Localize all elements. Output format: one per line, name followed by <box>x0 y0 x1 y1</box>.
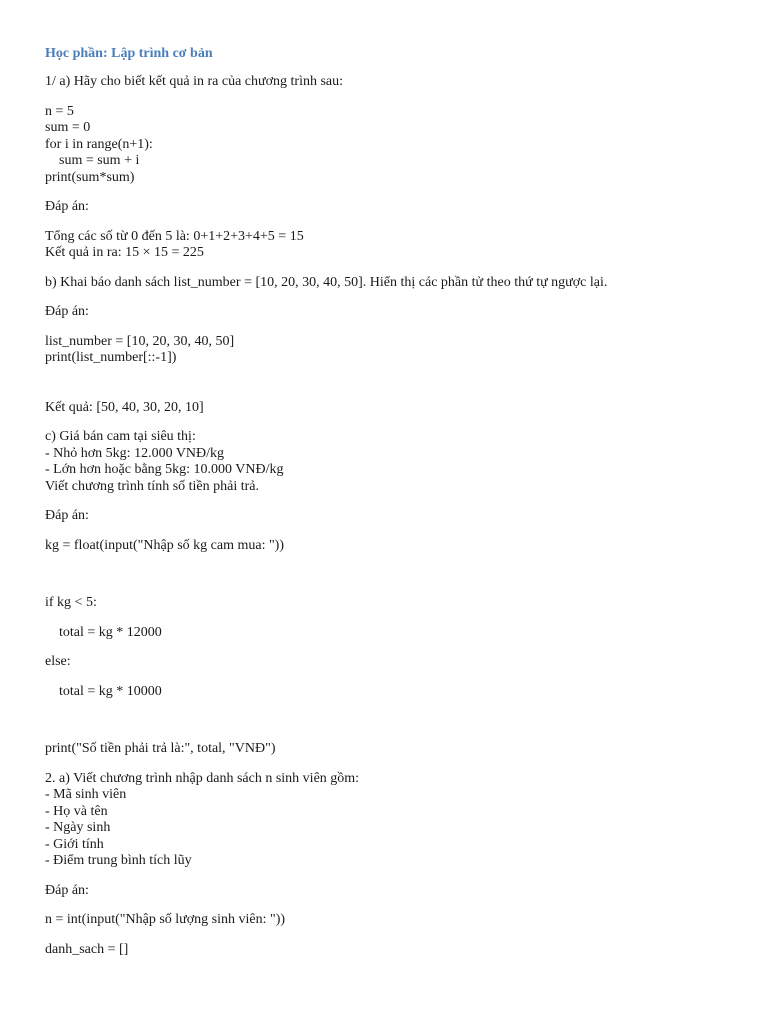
code-line: total = kg * 10000 <box>59 683 162 699</box>
code-line: kg = float(input("Nhập số kg cam mua: ")) <box>45 537 284 553</box>
code-line-list <box>45 942 735 959</box>
code-block-1a <box>45 104 735 187</box>
answer-label <box>45 883 735 900</box>
question-text: - Ngày sinh <box>45 820 111 835</box>
code-line-else <box>45 654 735 671</box>
code-line: else: <box>45 654 71 669</box>
code-line-n <box>45 912 735 929</box>
question-text: - Mã sinh viên <box>45 787 127 802</box>
code-line: sum = 0 <box>45 120 91 135</box>
code-line-total1 <box>45 625 735 642</box>
question-text: - Nhỏ hơn 5kg: 12.000 VNĐ/kg <box>45 445 225 461</box>
code-line: total = kg * 12000 <box>59 624 162 640</box>
question-2a-prompt <box>45 771 735 870</box>
code-line: if kg < 5: <box>45 595 97 610</box>
answer-label <box>45 508 735 525</box>
question-text: - Giới tính <box>45 836 104 852</box>
document-page <box>45 44 735 971</box>
question-text: b) Khai báo danh sách list_number = [10, 20, 30, 40, 50]. Hiển thị các phần tử theo thứ tự ngược lại. <box>45 274 608 290</box>
question-text: 2. a) Viết chương trình nhập danh sách n sinh viên gồm: <box>45 770 360 786</box>
code-line: n = int(input("Nhập số lượng sinh viên: ")) <box>45 912 286 927</box>
code-line-print <box>45 741 735 758</box>
question-text: c) Giá bán cam tại siêu thị: <box>45 429 196 444</box>
answer-label-text: Đáp án: <box>45 882 89 898</box>
code-line: print(sum*sum) <box>45 169 135 185</box>
answer-label <box>45 304 735 321</box>
code-line: for i in range(n+1): <box>45 136 153 152</box>
code-block-1b <box>45 334 735 367</box>
answer-line: Tổng các số từ 0 đến 5 là: 0+1+2+3+4+5 = 15 <box>45 228 304 244</box>
answer-label-text: Đáp án: <box>45 199 89 214</box>
answer-label-text: Đáp án: <box>45 304 89 319</box>
code-line-input <box>45 538 735 555</box>
answer-label <box>45 199 735 216</box>
question-1c-prompt <box>45 429 735 495</box>
result-text: Kết quả: [50, 40, 30, 20, 10] <box>45 399 204 415</box>
answer-1a <box>45 229 735 262</box>
code-line: danh_sach = [] <box>45 941 129 957</box>
code-line-if <box>45 595 735 612</box>
question-text: - Họ và tên <box>45 803 108 819</box>
code-line: print(list_number[::-1]) <box>45 350 177 365</box>
code-line: sum = sum + i <box>59 153 140 168</box>
answer-line: Kết quả in ra: 15 × 15 = 225 <box>45 245 204 260</box>
question-text: - Lớn hơn hoặc bằng 5kg: 10.000 VNĐ/kg <box>45 462 284 477</box>
code-line: print("Số tiền phải trả là:", total, "VNĐ") <box>45 741 276 756</box>
question-text: - Điểm trung bình tích lũy <box>45 853 192 868</box>
course-title: Học phần: Lập trình cơ bản <box>45 46 213 61</box>
result-1b <box>45 400 735 417</box>
question-text: Viết chương trình tính số tiền phải trả. <box>45 478 259 494</box>
code-line: n = 5 <box>45 103 74 119</box>
code-line: list_number = [10, 20, 30, 40, 50] <box>45 333 235 349</box>
question-text: 1/ a) Hãy cho biết kết quả in ra của chương trình sau: <box>45 74 344 89</box>
question-1a-prompt <box>45 74 735 91</box>
answer-label-text: Đáp án: <box>45 508 89 523</box>
code-line-total2 <box>45 684 735 701</box>
question-1b-prompt <box>45 275 735 292</box>
